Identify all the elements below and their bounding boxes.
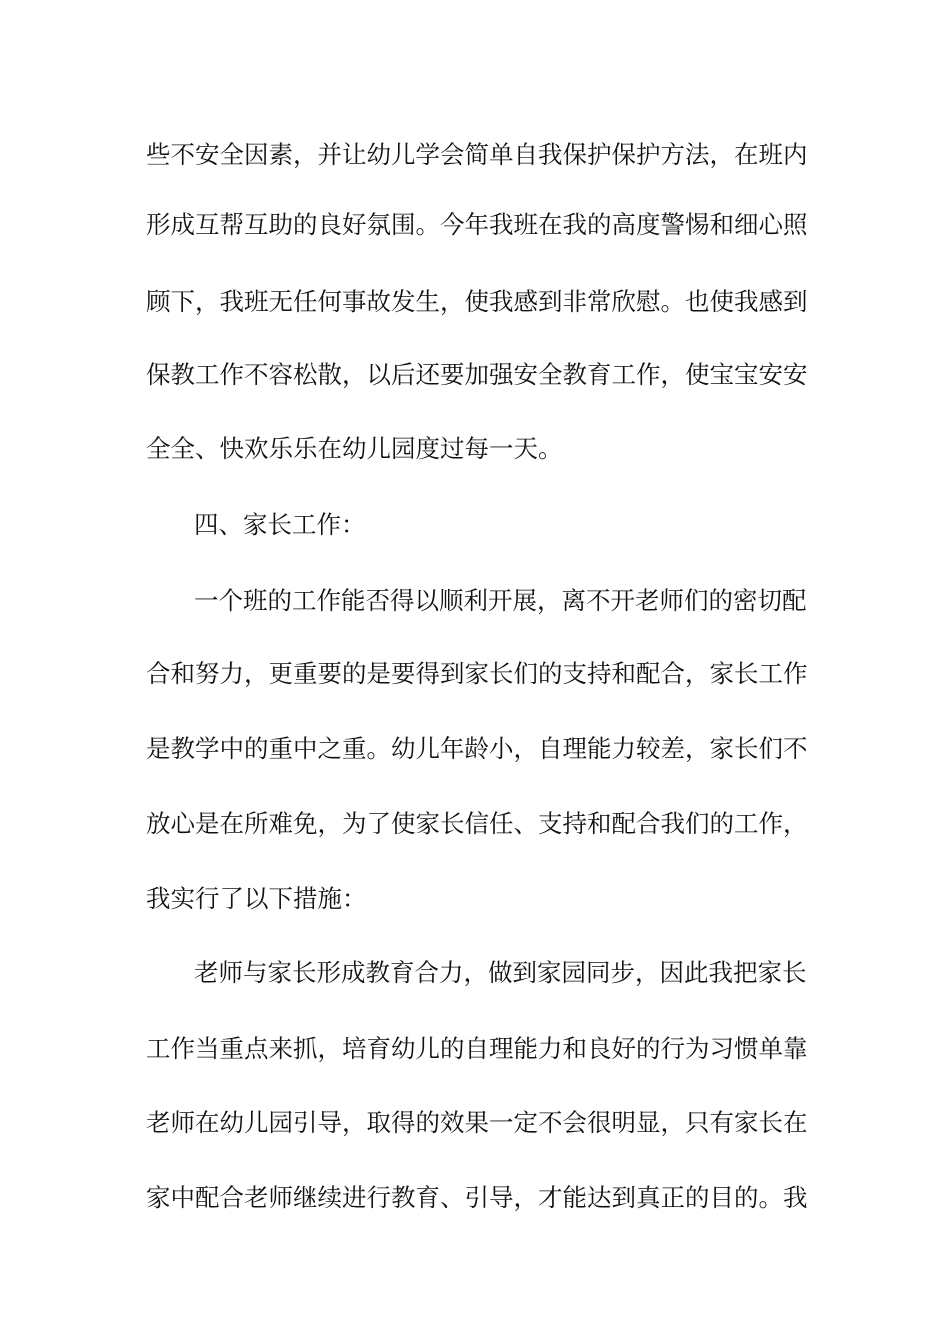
text-line: 是教学中的重中之重。幼儿年龄小，自理能力较差，家长们不 [146,734,808,763]
text-line: 合和努力，更重要的是要得到家长们的支持和配合，家长工作 [146,659,808,688]
paragraph-first-line: 一个班的工作能否得以顺利开展，离不开老师们的密切配 [194,586,807,615]
section-heading: 四、家长工作： [194,510,366,539]
text-line: 全全、快欢乐乐在幼儿园度过每一天。 [146,434,563,463]
text-line: 我实行了以下措施： [146,884,367,913]
paragraph-first-line: 老师与家长形成教育合力，做到家园同步，因此我把家长 [194,958,807,987]
text-line: 些不安全因素，并让幼儿学会简单自我保护保护方法，在班内 [146,140,808,169]
text-line: 老师在幼儿园引导，取得的效果一定不会很明显，只有家长在 [146,1108,808,1137]
text-line: 家中配合老师继续进行教育、引导，才能达到真正的目的。我 [146,1183,808,1212]
text-line: 放心是在所难免，为了使家长信任、支持和配合我们的工作， [146,809,808,838]
text-line: 保教工作不容松散，以后还要加强安全教育工作，使宝宝安安 [146,360,808,389]
text-line: 工作当重点来抓，培育幼儿的自理能力和良好的行为习惯单靠 [146,1034,808,1063]
text-line: 顾下，我班无任何事故发生，使我感到非常欣慰。也使我感到 [146,287,808,316]
text-line: 形成互帮互助的良好氛围。今年我班在我的高度警惕和细心照 [146,210,808,239]
